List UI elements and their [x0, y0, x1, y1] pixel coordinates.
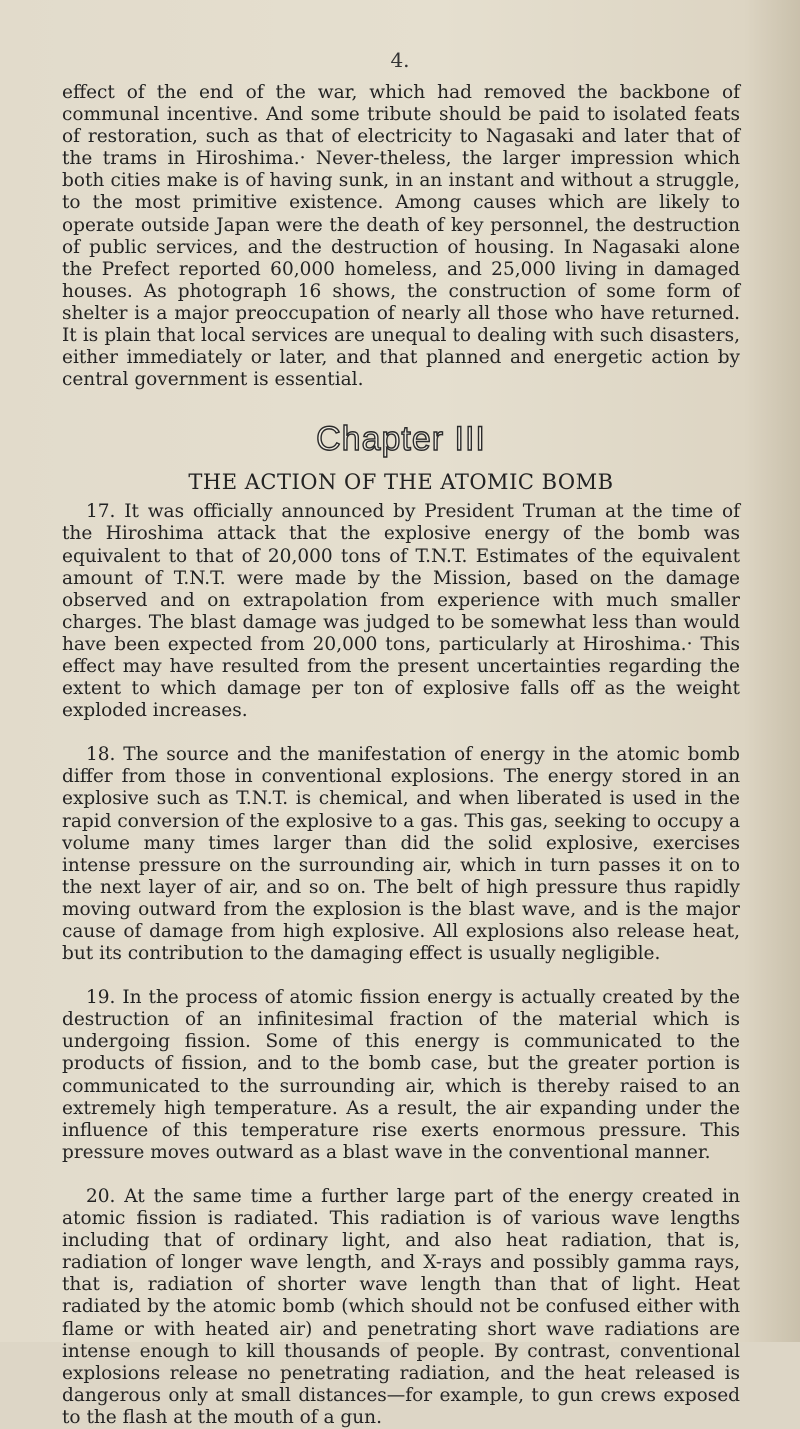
paragraph-19: 19. In the process of atomic fission energy is actually created by the destruction of an infinitesimal fraction of the material which is undergoing fission. Some of this energy is communicated to the products of fission, and to the bomb case, but the greater portion is communicated to the surrounding air, which is thereby raised to an extremely high temperature. As a result, the air expanding under the influence of this temperature rise exerts enormous pressure. This pressure moves outward as a blast wave in the conventional manner.	[62, 987, 740, 1163]
intro-paragraph: effect of the end of the war, which had removed the backbone of communal incentive. And some tribute should be paid to isolated feats of restoration, such as that of electricity to Nagasaki and later that of the trams in Hiroshima.· Never-theless, the larger impression which both cities make is of having sunk, in an instant and without a struggle, to the most primitive existence. Among causes which are likely to operate outside Japan were the death of key personnel, the destruction of public services, and the destruction of housing. In Nagasaki alone the Prefect reported 60,000 homeless, and 25,000 living in damaged houses. As photograph 16 shows, the construction of some form of shelter is a major preoccupation of nearly all those who have returned. It is plain that local services are unequal to dealing with such disasters, either immediately or later, and that planned and energetic action by central government is essential.	[62, 82, 740, 391]
section-heading: THE ACTION OF THE ATOMIC BOMB	[188, 470, 614, 495]
paragraph-18: 18. The source and the manifestation of energy in the atomic bomb differ from those in conventional explosions. The energy stored in an explosive such as T.N.T. is chemical, and when liberated is used in the rapid conversion of the explosive to a gas. This gas, seeking to occupy a volume many times larger than did the solid explosive, exercises intense pressure on the surrounding air, which in turn passes it on to the next layer of air, and so on. The belt of high pressure thus rapidly moving outward from the explosion is the blast wave, and is the major cause of damage from high explosive. All explosions also release heat, but its contribution to the damaging effect is usually negligible.	[62, 744, 740, 965]
chapter-title: Chapter III	[316, 420, 486, 459]
paragraph-20: 20. At the same time a further large part of the energy created in atomic fission is radiated. This radiation is of various wave lengths including that of ordinary light, and also heat radiation, that is, radiation of longer wave length, and X-rays and possibly gamma rays, that is, radiation of shorter wave length than that of light. Heat radiated by the atomic bomb (which should not be confused either with flame or with heated air) and penetrating short wave radiations are intense enough to kill thousands of people. By contrast, conventional explosions release no penetrating radiation, and the heat released is dangerous only at small distances—for example, to gun crews exposed to the flash at the mouth of a gun.	[62, 1185, 740, 1428]
page-number: 4.	[390, 48, 410, 72]
paragraph-17: 17. It was officially announced by President Truman at the time of the Hiroshima attack that the explosive energy of the bomb was equivalent to that of 20,000 tons of T.N.T. Estimates of the equivalent amount of T.N.T. were made by the Mission, based on the damage observed and on extrapolation from experience with much smaller charges. The blast damage was judged to be somewhat less than would have been expected from 20,000 tons, particularly at Hiroshima.· This effect may have resulted from the present uncertainties regarding the extent to which damage per ton of explosive falls off as the weight exploded increases.	[62, 501, 740, 722]
text-column	[62, 82, 740, 1429]
